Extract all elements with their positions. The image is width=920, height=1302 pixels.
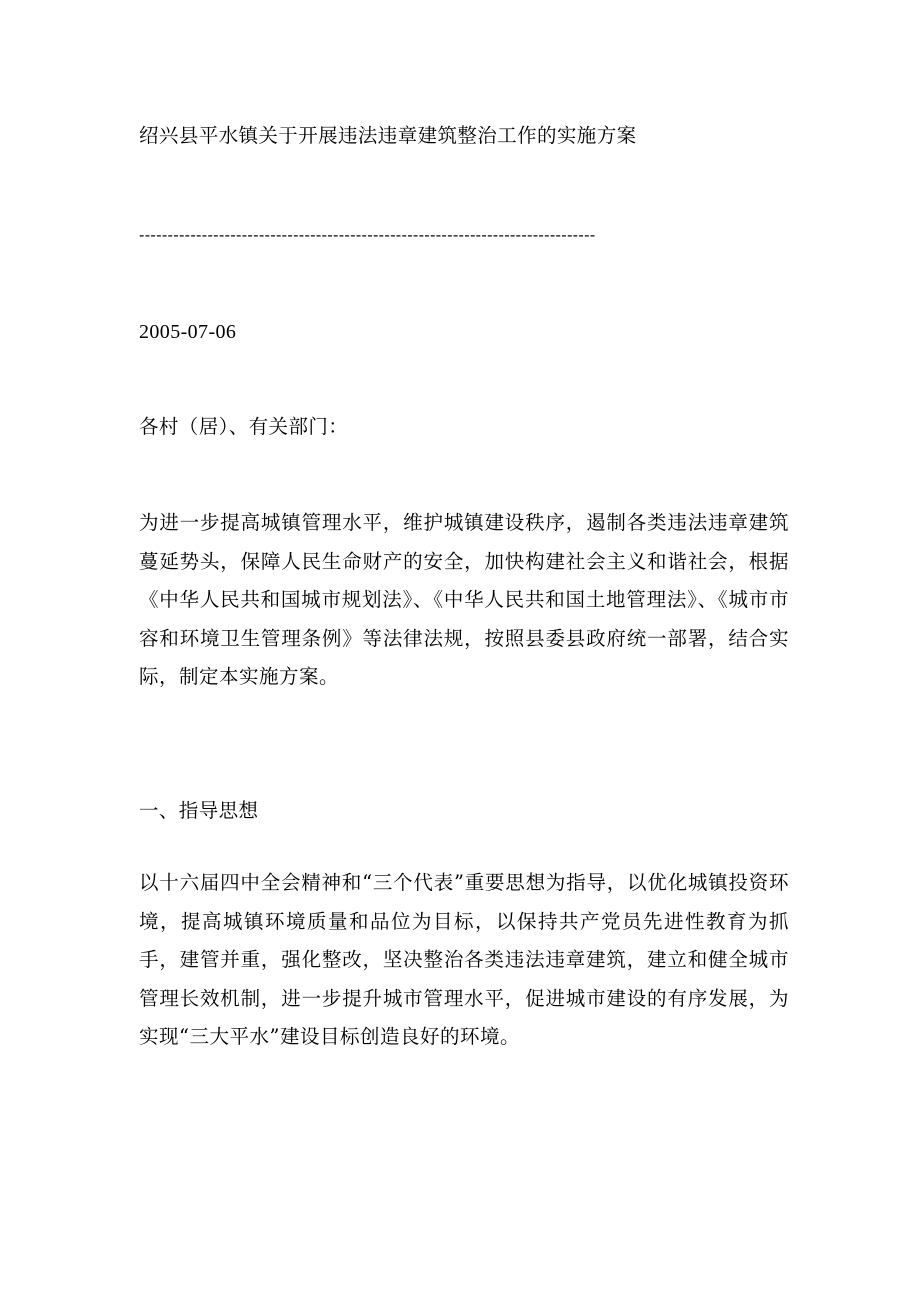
document-title: 绍兴县平水镇关于开展违法违章建筑整治工作的实施方案 (139, 124, 637, 147)
divider-line: -------------------------------------------------------------------------------- (139, 225, 596, 244)
section-1-heading: 一、指导思想 (139, 799, 259, 822)
intro-paragraph: 为进一步提高城镇管理水平，维护城镇建设秩序，遏制各类违法违章建筑蔓延势头，保障人民生命财产的安全，加快构建社会主义和谐社会，根据《中华人民共和国城市规划法》、《中华人民共和国土地管理法》、《城市市容和环境卫生管理条例》等法律法规，按照县委县政府统一部署，结合实际，制定本实施方案。 (139, 511, 789, 689)
section-1-paragraph: 以十六届四中全会精神和“三个代表”重要思想为指导，以优化城镇投资环境，提高城镇环境质量和品位为目标，以保持共产党员先进性教育为抓手，建管并重，强化整改，坚决整治各类违法违章建筑，建立和健全城市管理长效机制，进一步提升城市管理水平，促进城市建设的有序发展，为实现“三大平水”建设目标创造良好的环境。 (139, 871, 789, 1049)
salutation: 各村（居）、有关部门： (139, 415, 349, 438)
publish-date: 2005-07-06 (139, 321, 237, 343)
